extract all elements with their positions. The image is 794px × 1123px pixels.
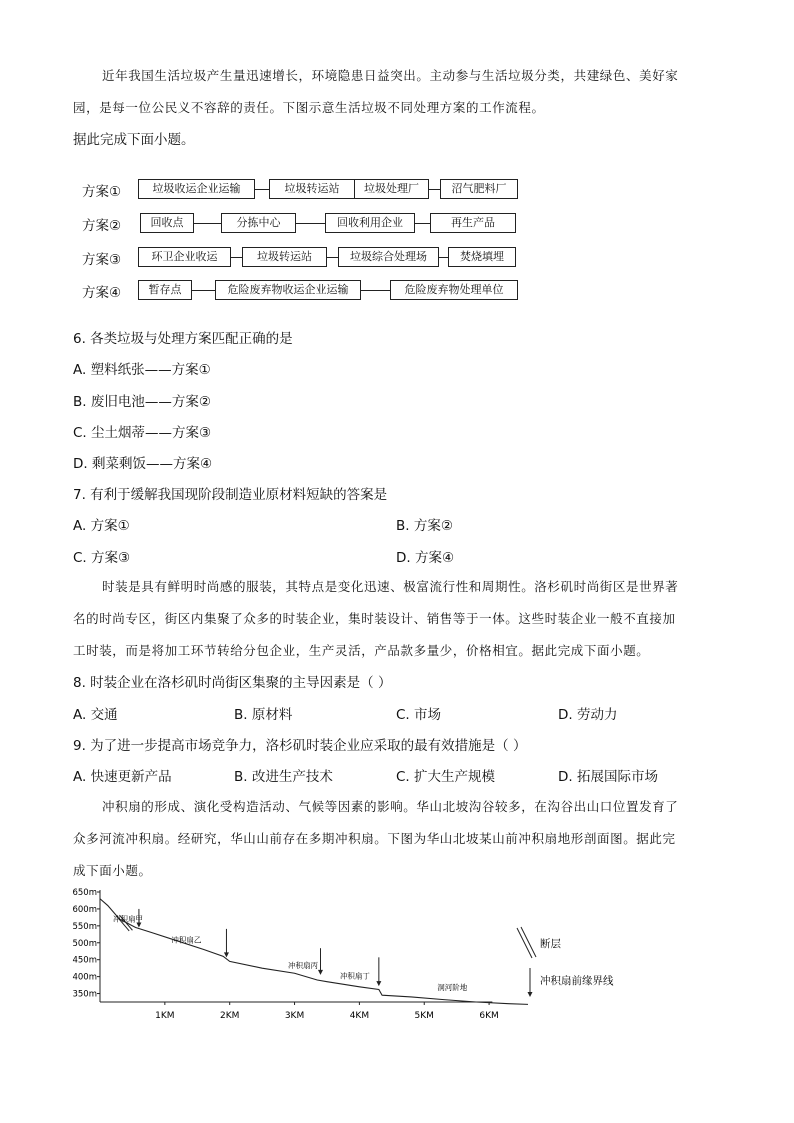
flow-step-1-1: 垃圾收运企业运输 — [138, 179, 255, 199]
intro3-line1: 冲积扇的形成、演化受构造活动、气候等因素的影响。华山北坡沟谷较多，在沟谷出山口位置发育了 — [102, 799, 679, 814]
q6-stem: 6. 各类垃圾与处理方案匹配正确的是 — [73, 331, 293, 347]
x-tick-label: 1KM — [155, 1011, 175, 1021]
y-tick-label: 650m — [72, 888, 97, 898]
x-tick-label: 5KM — [414, 1011, 434, 1021]
intro1-line2: 园，是每一位公民义不容辞的责任。下图示意生活垃圾不同处理方案的工作流程。 — [73, 100, 545, 115]
flow-row-3 — [82, 247, 522, 267]
q8-option-c[interactable]: C. 市场 — [396, 707, 442, 723]
y-tick-label: 500m — [72, 938, 97, 949]
region-label: 冲积扇乙 — [171, 935, 202, 945]
flow-label-3: 方案③ — [82, 252, 122, 268]
flow-label-4: 方案④ — [82, 285, 122, 301]
q7-option-a[interactable]: A. 方案① — [73, 518, 130, 534]
intro2-line2: 名的时尚专区，街区内集聚了众多的时装企业，集时装设计、销售等于一体。这些时装企业一般不直接加 — [73, 611, 676, 626]
flow-row-4 — [82, 280, 522, 300]
flow-step-3-2: 垃圾转运站 — [242, 247, 327, 267]
q8-option-b[interactable]: B. 原材料 — [234, 707, 293, 723]
legend-boundary-label: 冲积扇前缘界线 — [540, 975, 614, 987]
flow-row-2 — [82, 213, 522, 233]
y-tick-label: 450m — [72, 955, 97, 966]
region-label: 冲积扇甲 — [112, 914, 143, 924]
q9-option-b[interactable]: B. 改进生产技术 — [234, 769, 333, 785]
q6-option-b[interactable]: B. 废旧电池——方案② — [73, 394, 211, 410]
x-tick-label: 6KM — [479, 1011, 499, 1021]
intro1-line1: 近年我国生活垃圾产生量迅速增长，环境隐患日益突出。主动参与生活垃圾分类，共建绿色、美好家 — [102, 68, 679, 83]
q9-option-a[interactable]: A. 快速更新产品 — [73, 769, 172, 785]
flow-step-2-1: 回收点 — [140, 213, 194, 233]
flow-step-2-4: 再生产品 — [430, 213, 516, 233]
flow-row-1 — [82, 179, 522, 199]
fan-boundary-arrowhead — [224, 952, 229, 957]
flow-step-4-2: 危险废弃物收运企业运输 — [215, 280, 361, 300]
y-tick-label: 400m — [72, 972, 97, 983]
q8-option-a[interactable]: A. 交通 — [73, 707, 118, 723]
flow-step-4-3: 危险废弃物处理单位 — [390, 280, 518, 300]
y-tick-label: 600m — [72, 904, 97, 915]
intro1-line3: 据此完成下面小题。 — [73, 132, 195, 148]
x-tick-label: 2KM — [219, 1011, 240, 1021]
intro3-line2: 众多河流冲积扇。经研究，华山山前存在多期冲积扇。下图为华山北坡某山前冲积扇地形剖面图。据此完 — [73, 831, 676, 846]
q9-option-d[interactable]: D. 拓展国际市场 — [558, 769, 658, 785]
flow-step-3-4: 焚烧填埋 — [448, 247, 516, 267]
q9-option-c[interactable]: C. 扩大生产规模 — [396, 769, 496, 785]
q7-option-d[interactable]: D. 方案④ — [396, 550, 455, 566]
legend-fault-icon — [521, 927, 536, 957]
y-tick-label: 350m — [72, 989, 97, 1000]
intro2-line1: 时装是具有鲜明时尚感的服装，其特点是变化迅速、极富流行性和周期性。洛杉矶时尚街区是世界著 — [102, 579, 679, 594]
q6-option-c[interactable]: C. 尘土烟蒂——方案③ — [73, 425, 212, 441]
flow-step-3-3: 垃圾综合处理场 — [338, 247, 439, 267]
flow-step-1-4: 沼气肥料厂 — [440, 179, 518, 199]
y-tick-label: 550m — [72, 921, 97, 932]
legend-fault-label: 断层 — [540, 938, 561, 950]
region-label: 冲积扇丙 — [288, 961, 319, 971]
intro3-line3: 成下面小题。 — [73, 863, 152, 878]
q7-option-c[interactable]: C. 方案③ — [73, 550, 131, 566]
intro2-line3: 工时装，而是将加工环节转给分包企业，生产灵活，产品款多量少，价格相宜。据此完成下面小题。 — [73, 643, 650, 658]
flow-step-3-1: 环卫企业收运 — [138, 247, 231, 267]
flow-step-4-1: 暂存点 — [138, 280, 192, 300]
x-tick-label: 3KM — [284, 1011, 305, 1021]
fan-boundary-arrowhead — [318, 970, 323, 975]
q7-option-b[interactable]: B. 方案② — [396, 518, 453, 534]
legend-fault-icon — [517, 928, 532, 958]
x-tick-label: 4KM — [349, 1011, 370, 1021]
legend-boundary-arrowhead — [528, 992, 533, 997]
fan-boundary-arrowhead — [376, 981, 381, 986]
flow-step-2-2: 分拣中心 — [221, 213, 296, 233]
q9-stem: 9. 为了进一步提高市场竞争力，洛杉矶时装企业应采取的最有效措施是（ ） — [73, 738, 527, 754]
flow-label-1: 方案① — [82, 184, 122, 200]
q8-option-d[interactable]: D. 劳动力 — [558, 707, 618, 723]
flow-step-1-2: 垃圾转运站 — [269, 179, 355, 199]
region-label: 洞河阶地 — [437, 983, 468, 993]
flow-label-2: 方案② — [82, 218, 122, 234]
q8-stem: 8. 时装企业在洛杉矶时尚街区集聚的主导因素是（ ） — [73, 675, 392, 691]
q6-option-d[interactable]: D. 剩菜剩饭——方案④ — [73, 456, 213, 472]
flow-step-1-3: 垃圾处理厂 — [354, 179, 429, 199]
flow-step-2-3: 回收利用企业 — [325, 213, 415, 233]
q7-stem: 7. 有利于缓解我国现阶段制造业原材料短缺的答案是 — [73, 487, 388, 503]
alluvial-fan-profile-chart — [0, 880, 794, 1040]
region-label: 冲积扇丁 — [339, 971, 370, 981]
q6-option-a[interactable]: A. 塑料纸张——方案① — [73, 362, 211, 378]
